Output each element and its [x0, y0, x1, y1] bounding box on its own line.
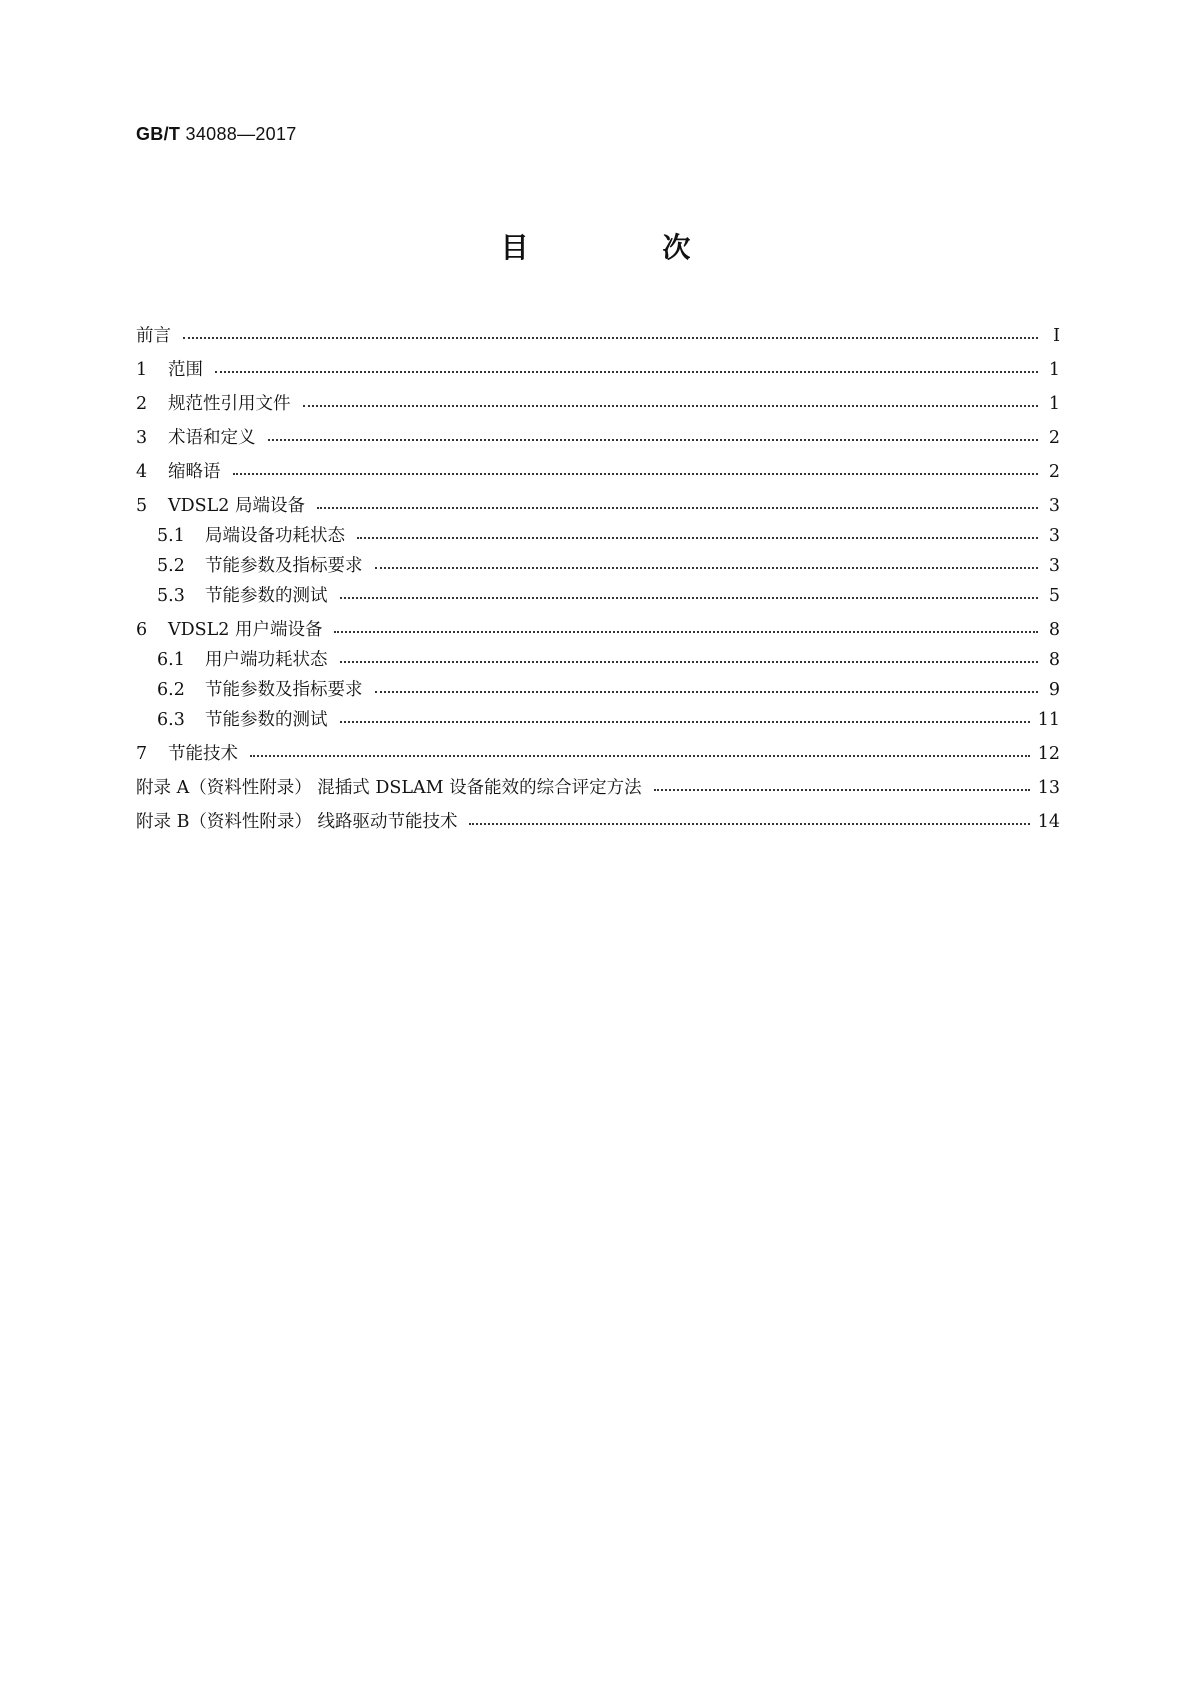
toc-entry-label: 附录 B（资料性附录） 线路驱动节能技术 — [136, 812, 458, 832]
toc-entry-number: 7 — [136, 744, 148, 764]
toc-entry-5[interactable] — [136, 492, 1060, 520]
toc-entry-page: 5 — [1048, 586, 1060, 606]
toc-entry-label: 用户端功耗状态 — [205, 650, 328, 670]
toc-entry-number: 6 — [136, 620, 148, 640]
toc-entry-label: 节能参数及指标要求 — [205, 556, 363, 576]
standard-code — [136, 124, 297, 145]
toc-entry-page: 8 — [1048, 620, 1060, 640]
toc-entry-page: 2 — [1048, 462, 1060, 482]
toc-dot-leader — [375, 567, 1039, 569]
toc-entry-page: Ⅰ — [1053, 326, 1060, 346]
toc-entry-label: VDSL2 用户端设备 — [168, 620, 323, 640]
toc-entry-page: 2 — [1048, 428, 1060, 448]
toc-entry-preface[interactable] — [136, 322, 1060, 350]
toc-entry-page: 3 — [1048, 526, 1060, 546]
toc-entry-page: 11 — [1037, 710, 1060, 730]
toc-dot-leader — [317, 507, 1038, 509]
toc-dot-leader — [654, 789, 1030, 791]
toc-entry-5-3[interactable] — [157, 582, 1060, 610]
toc-dot-leader — [469, 823, 1029, 825]
toc-entry-label: 节能技术 — [168, 744, 238, 764]
toc-entry-label: 术语和定义 — [168, 428, 256, 448]
toc-entry-1[interactable] — [136, 356, 1060, 384]
toc-dot-leader — [357, 537, 1038, 539]
toc-entry-page: 8 — [1048, 650, 1060, 670]
toc-entry-label: 节能参数的测试 — [205, 586, 328, 606]
toc-entry-4[interactable] — [136, 458, 1060, 486]
toc-entry-number: 5.3 — [157, 586, 185, 606]
toc-entry-page: 3 — [1048, 556, 1060, 576]
toc-entry-page: 9 — [1048, 680, 1060, 700]
toc-entry-6-1[interactable] — [157, 646, 1060, 674]
toc-entry-page: 12 — [1037, 744, 1060, 764]
toc-dot-leader — [250, 755, 1030, 757]
toc-entry-6-2[interactable] — [157, 676, 1060, 704]
toc-entry-3[interactable] — [136, 424, 1060, 452]
toc-entry-5-1[interactable] — [157, 522, 1060, 550]
toc-entry-number: 6.3 — [157, 710, 185, 730]
toc-dot-leader — [233, 473, 1039, 475]
standard-number: 34088—2017 — [185, 124, 297, 144]
toc-dot-leader — [215, 371, 1038, 373]
toc-entry-number: 3 — [136, 428, 148, 448]
toc-entry-appendix-a[interactable] — [136, 774, 1060, 802]
toc-dot-leader — [340, 597, 1039, 599]
toc-entry-label: 前言 — [136, 326, 171, 346]
toc-entry-number: 5 — [136, 496, 148, 516]
toc-title: 目 次 — [500, 231, 753, 264]
toc-entry-page: 1 — [1048, 394, 1060, 414]
toc-entry-5-2[interactable] — [157, 552, 1060, 580]
toc-entry-label: 规范性引用文件 — [168, 394, 291, 414]
standard-prefix: GB/T — [136, 124, 181, 144]
toc-dot-leader — [268, 439, 1039, 441]
toc-dot-leader — [334, 631, 1038, 633]
toc-entry-label: 缩略语 — [168, 462, 221, 482]
toc-entry-7[interactable] — [136, 740, 1060, 768]
toc-dot-leader — [375, 691, 1039, 693]
toc-dot-leader — [183, 337, 1038, 339]
toc-entry-2[interactable] — [136, 390, 1060, 418]
toc-entry-page: 13 — [1037, 778, 1060, 798]
toc-entry-label: 局端设备功耗状态 — [205, 526, 345, 546]
toc-dot-leader — [340, 721, 1030, 723]
toc-entry-number: 4 — [136, 462, 148, 482]
toc-entry-number: 5.2 — [157, 556, 185, 576]
toc-entry-label: 范围 — [168, 360, 203, 380]
toc-entry-page: 14 — [1037, 812, 1060, 832]
toc-entry-number: 5.1 — [157, 526, 185, 546]
toc-dot-leader — [303, 405, 1039, 407]
toc-entry-number: 6.1 — [157, 650, 185, 670]
toc-entry-label: VDSL2 局端设备 — [168, 496, 305, 516]
toc-dot-leader — [340, 661, 1039, 663]
toc-entry-number: 1 — [136, 360, 148, 380]
toc-entry-number: 2 — [136, 394, 148, 414]
toc-entry-label: 节能参数的测试 — [205, 710, 328, 730]
toc-entry-label: 节能参数及指标要求 — [205, 680, 363, 700]
toc-entry-number: 6.2 — [157, 680, 185, 700]
toc-entry-appendix-b[interactable] — [136, 808, 1060, 836]
toc-entry-6[interactable] — [136, 616, 1060, 644]
toc-entry-label: 附录 A（资料性附录） 混插式 DSLAM 设备能效的综合评定方法 — [136, 778, 642, 798]
toc-entry-page: 3 — [1048, 496, 1060, 516]
toc-entry-page: 1 — [1048, 360, 1060, 380]
toc-entry-6-3[interactable] — [157, 706, 1060, 734]
